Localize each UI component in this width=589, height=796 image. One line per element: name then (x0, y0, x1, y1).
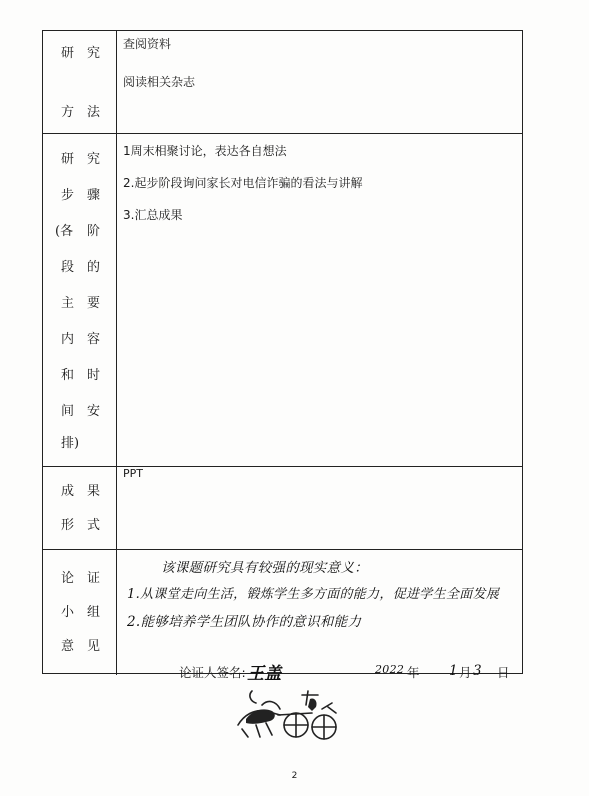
label-char: 成 (61, 484, 75, 499)
label-char: 研 (61, 152, 75, 167)
label-char: 意 (61, 639, 75, 654)
review-line: 2.能够培养学生团队协作的意识和能力 (127, 614, 362, 630)
label-char: 排) (61, 436, 80, 451)
review-content (123, 550, 516, 684)
page-number: 2 (291, 771, 298, 781)
label-char: 和 (61, 368, 75, 383)
steps-content (123, 134, 516, 466)
steps-row (43, 134, 522, 467)
label-char: 内 (61, 332, 75, 347)
steps-line: 2.起步阶段询问家长对电信诈骗的看法与讲解 (123, 176, 363, 190)
date-day-unit: 日 (497, 665, 510, 680)
label-char: (各 (55, 224, 74, 239)
label-char: 段 (61, 260, 75, 275)
results-label (43, 467, 117, 549)
label-char: 究 (87, 46, 101, 61)
review-label (43, 550, 117, 675)
date-year-unit: 年 (407, 665, 420, 680)
steps-line: 3.汇总成果 (123, 208, 183, 222)
label-char: 主 (61, 296, 75, 311)
date-day: 3 (473, 663, 482, 679)
label-char: 步 (61, 188, 75, 203)
date-month-unit: 月 (459, 665, 472, 680)
signature-line (179, 663, 519, 685)
methods-row (43, 31, 522, 134)
label-char: 论 (61, 571, 75, 586)
review-line: 该课题研究具有较强的现实意义： (161, 560, 368, 576)
steps-line: 1周末相聚讨论，表达各自想法 (123, 144, 287, 158)
label-char: 时 (87, 368, 101, 383)
review-line: 1.从课堂走向生活，锻炼学生多方面的能力，促进学生全面发展 (127, 587, 500, 602)
results-line: PPT (123, 467, 143, 480)
review-row (43, 550, 522, 684)
label-char: 方 (61, 105, 75, 120)
label-char: 究 (87, 152, 101, 167)
label-char: 式 (87, 518, 101, 533)
label-char: 间 (61, 404, 75, 419)
label-char: 组 (87, 605, 101, 620)
label-char: 果 (87, 484, 101, 499)
label-char: 研 (61, 46, 75, 61)
signer-name: 王盖 (247, 664, 282, 684)
date-month: 1 (449, 663, 458, 679)
label-char: 的 (87, 260, 101, 275)
methods-line: 查阅资料 (123, 37, 172, 51)
research-form-table (42, 30, 523, 684)
label-char: 法 (87, 105, 101, 120)
signer-label: 论证人签名: (179, 665, 246, 680)
methods-label (43, 31, 117, 133)
label-char: 要 (87, 296, 101, 311)
label-char: 证 (87, 571, 101, 586)
label-char: 安 (87, 404, 101, 419)
results-content (123, 467, 516, 549)
methods-line: 阅读相关杂志 (123, 75, 196, 89)
label-char: 小 (61, 605, 75, 620)
chariot-emblem-icon (232, 685, 352, 745)
results-row (43, 467, 522, 550)
label-char: 阶 (87, 224, 101, 239)
methods-content (123, 31, 516, 133)
label-char: 见 (87, 639, 101, 654)
date-year: 2022 (375, 663, 405, 676)
label-char: 容 (87, 332, 101, 347)
label-char: 骤 (87, 188, 101, 203)
label-char: 形 (61, 518, 75, 533)
steps-label (43, 134, 117, 466)
